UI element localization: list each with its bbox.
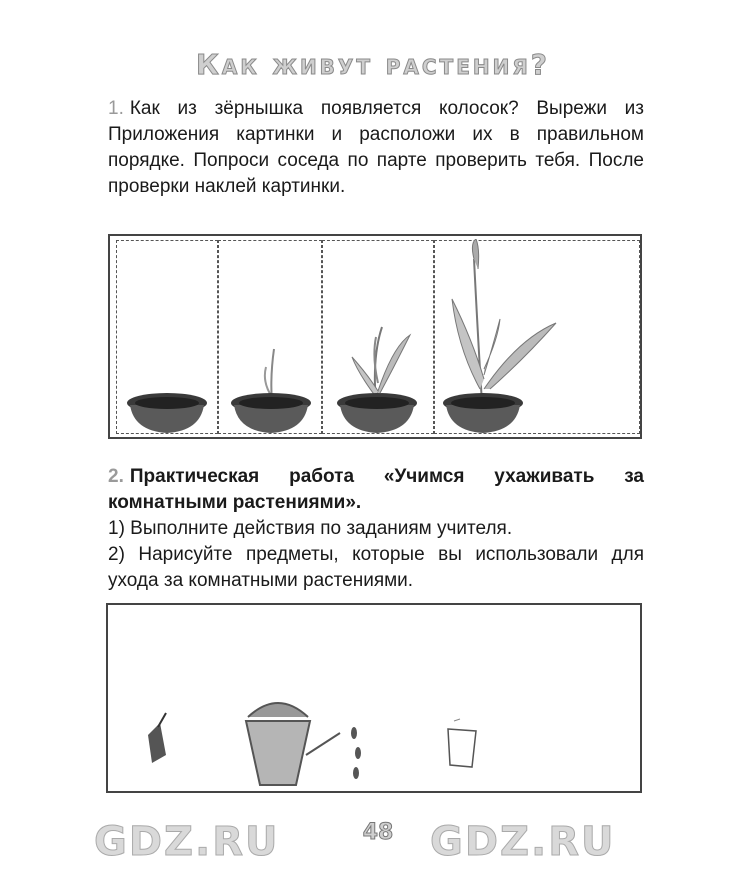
seedling-sequence-strip: [108, 234, 642, 439]
pot-empty-icon: [122, 387, 212, 437]
task-1-text: Как из зёрнышка появляется колосок? Вырежи из Приложения картинки и расположи их в правильном порядке. Попроси соседа по парте проверить тебя. После проверки наклей картинки.: [108, 98, 644, 197]
page-title: Как живут растения?: [196, 48, 550, 81]
child-drawing: [108, 605, 640, 791]
pot-young-plant-icon: [332, 287, 422, 437]
watermark-right: GDZ.RU: [430, 819, 616, 865]
trowel-icon: [148, 713, 166, 763]
cloth-icon: [448, 719, 476, 767]
drawing-area: [106, 603, 642, 793]
task-2: [108, 464, 644, 594]
task-2-number: 2.: [108, 466, 124, 487]
task-2-item-1: 1) Выполните действия по заданиям учителя.: [108, 518, 513, 539]
pot-grown-plant-icon: [438, 239, 568, 437]
page-number: 48: [362, 820, 394, 845]
task-2-item-2: 2) Нарисуйте предметы, которые вы использовали для ухода за комнатными растениями.: [108, 544, 644, 591]
task-2-heading: 2. Практическая работа «Учимся ухаживать за комнатными растениями».: [108, 466, 644, 513]
pot-sprout-icon: [226, 337, 316, 437]
watermark-left: GDZ.RU: [94, 819, 280, 865]
task-1: [108, 96, 644, 200]
task-1-number: 1.: [108, 98, 124, 119]
watering-can-icon: [246, 703, 361, 785]
